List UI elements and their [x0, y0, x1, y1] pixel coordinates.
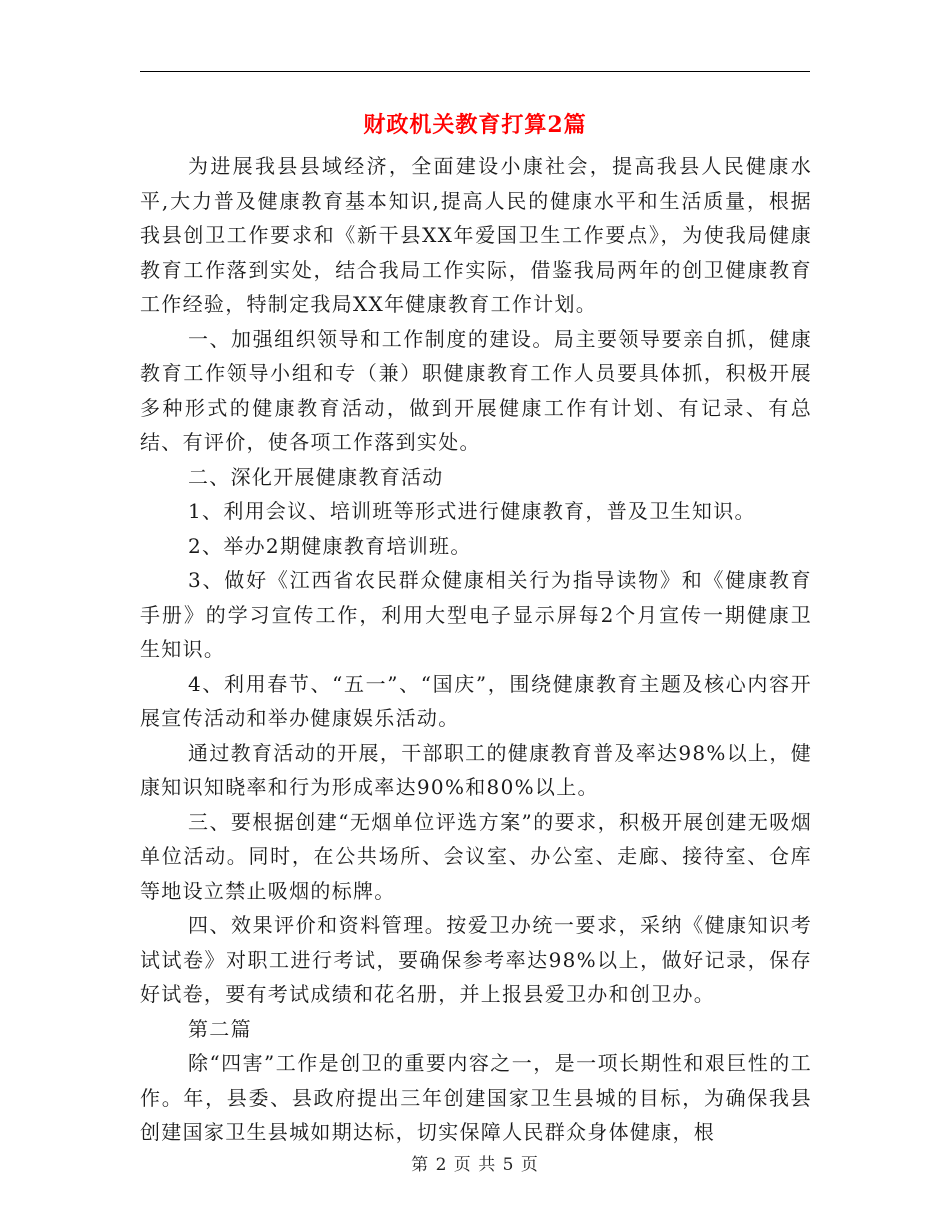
paragraph-item-2: 2、举办2期健康教育培训班。 [188, 533, 472, 558]
paragraph-intro: 为进展我县县域经济，全面建设小康社会，提高我县人民健康水平,大力普及健康教育基本知识,提高人民的健康水平和生活质量，根据我县创卫工作要求和《新干县XX年爱国卫生工作要点》，为使我局健康教育工作落到实处，结合我局工作实际，借鉴我局两年的创卫健康教育工作经验，特制定我局XX年健康教育工作计划。 [140, 154, 812, 316]
paragraph-part-two-heading: 第二篇 [188, 1016, 252, 1041]
document-title: 财政机关教育打算2篇 [363, 112, 587, 138]
document-body [140, 149, 812, 1150]
paragraph-section-3: 三、要根据创建“无烟单位评选方案”的要求，积极开展创建无吸烟单位活动。同时，在公共场所、会议室、办公室、走廊、接待室、仓库等地设立禁止吸烟的标牌。 [140, 809, 812, 903]
paragraph-section-1: 一、加强组织领导和工作制度的建设。局主要领导要亲自抓，健康教育工作领导小组和专（兼）职健康教育工作人员要具体抓，积极开展多种形式的健康教育活动，做到开展健康工作有计划、有记录、有总结、有评价，使各项工作落到实处。 [140, 326, 812, 454]
paragraph-item-3: 3、做好《江西省农民群众健康相关行为指导读物》和《健康教育手册》的学习宣传工作，利用大型电子显示屏每2个月宣传一期健康卫生知识。 [140, 568, 812, 661]
paragraph-item-1: 1、利用会议、培训班等形式进行健康教育，普及卫生知识。 [188, 499, 756, 523]
paragraph-part-two-intro: 除“四害”工作是创卫的重要内容之一，是一项长期性和艰巨性的工作。年，县委、县政府提出三年创建国家卫生县城的目标，为确保我县创建国家卫生县城如期达标，切实保障人民群众身体健康，根 [140, 1051, 812, 1144]
paragraph-outcome: 通过教育活动的开展，干部职工的健康教育普及率达98%以上，健康知识知晓率和行为形成率达90%和80%以上。 [140, 740, 812, 799]
paragraph-section-4: 四、效果评价和资料管理。按爱卫办统一要求，采纳《健康知识考试试卷》对职工进行考试，要确保参考率达98%以上，做好记录，保存好试卷，要有考试成绩和花名册，并上报县爱卫办和创卫办。 [140, 913, 812, 1006]
paragraph-section-2-heading: 二、深化开展健康教育活动 [188, 464, 444, 489]
header-rule [140, 71, 810, 72]
paragraph-item-4: 4、利用春节、“五一”、“国庆”，围绕健康教育主题及核心内容开展宣传活动和举办健康娱乐活动。 [140, 671, 812, 730]
page-number-label: 第 2 页 共 5 页 [411, 1155, 539, 1175]
page-footer [0, 1153, 950, 1177]
